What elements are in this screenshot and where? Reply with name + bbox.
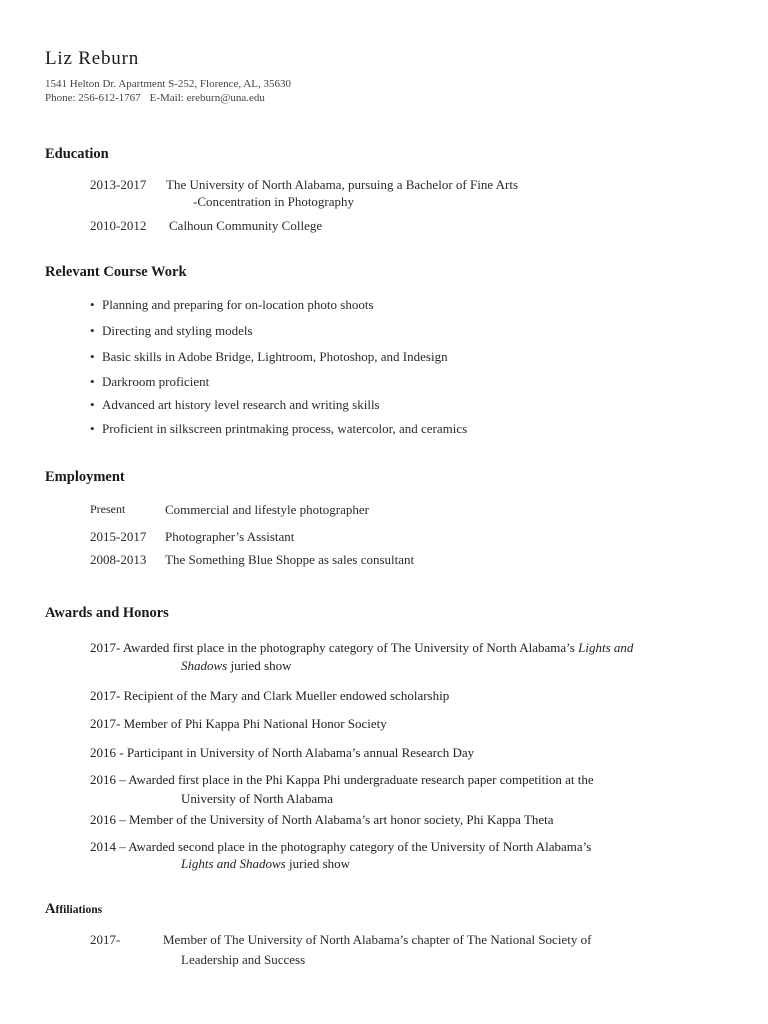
- award-item-continued: University of North Alabama: [181, 791, 333, 806]
- contact-address: 1541 Helton Dr. Apartment S-252, Florence, AL, 35630: [45, 78, 291, 90]
- affiliations-heading: Affiliations: [45, 901, 103, 917]
- award-item: 2014 – Awarded second place in the photography category of the University of North Alabama’s: [90, 839, 592, 854]
- award-item-continued: Lights and Shadows juried show: [181, 856, 351, 871]
- employment-years: Present: [90, 502, 126, 516]
- resume-page: Liz Reburn 1541 Helton Dr. Apartment S-252, Florence, AL, 35630 Phone: 256-612-1767 E-Mail: ereburn@una.edu Education 2013-2017 The University of North Alabama, pursuing a Bachelor of Fine Arts -Concentration in Photography 2010-2012 Calhoun Community College Relevant Course Work • Planning and preparing for on-location photo shoots • Directing and styling models • Basic skills in Adobe Bridge, Lightroom, Photoshop, and Indesign • Darkroom proficient • Advanced art history level research and writing skills • Proficient in silkscreen printmaking process, watercolor, and ceramics Employment Present Commercial and lifestyle photographer 2015-2017 Photographer’s Assistant 2008-2013 The Something Blue Shoppe as sales consultant Awards and Honors 2017- Awarded first place in the photography category of The University of North Alabama’s Lights and Shadows juried show 2017- Recipient of the Mary and Clark Mueller endowed scholarship 2017- Member of Phi Kappa Phi National Honor Society 2016 - Participant in University of North Alabama’s annual Research Day 2016 – Awarded first place in the Phi Kappa Phi undergraduate research paper competition at the University of North Alabama 2016 – Member of the University of North Alabama’s art honor society, Phi Kappa Theta 2014 – Awarded second place in the photography category of the University of North Alabama’s Lights and Shadows juried show Affiliations 2017- Member of The University of North Alabama’s chapter of The National Society of Leadership and Success: [45, 48, 634, 967]
- education-text: Calhoun Community College: [169, 218, 323, 233]
- award-item-continued: Shadows juried show: [181, 658, 292, 673]
- contact-line: [45, 92, 265, 104]
- bullet-mark: •: [90, 323, 95, 338]
- education-years: 2010-2012: [90, 218, 147, 233]
- award-item: 2017- Member of Phi Kappa Phi National Honor Society: [90, 716, 387, 731]
- awards-heading: Awards and Honors: [45, 605, 169, 621]
- bullet-mark: •: [90, 349, 95, 364]
- employment-years: 2015-2017: [90, 529, 147, 544]
- coursework-heading: Relevant Course Work: [45, 264, 187, 280]
- award-item: 2017- Recipient of the Mary and Clark Mueller endowed scholarship: [90, 688, 450, 703]
- employment-years: 2008-2013: [90, 552, 147, 567]
- education-text: The University of North Alabama, pursuing a Bachelor of Fine Arts: [166, 177, 519, 192]
- education-heading: Education: [45, 146, 109, 162]
- bullet-mark: •: [90, 397, 95, 412]
- contact-phone: Phone: 256-612-1767: [45, 92, 141, 104]
- award-item: 2016 – Awarded first place in the Phi Kappa Phi undergraduate research paper competition at the: [90, 772, 594, 787]
- bullet-mark: •: [90, 297, 95, 312]
- employment-text: Photographer’s Assistant: [165, 529, 295, 544]
- contact-email: E-Mail: ereburn@una.edu: [149, 92, 265, 104]
- bullet-mark: •: [90, 374, 95, 389]
- award-item: 2017- Awarded first place in the photography category of The University of North Alabama’s Lights and: [90, 640, 634, 655]
- affiliation-text: Member of The University of North Alabama’s chapter of The National Society of: [163, 932, 592, 947]
- employment-text: Commercial and lifestyle photographer: [165, 502, 369, 517]
- award-item: 2016 - Participant in University of North Alabama’s annual Research Day: [90, 745, 475, 760]
- affiliation-years: 2017-: [90, 932, 121, 947]
- employment-heading: Employment: [45, 469, 125, 485]
- education-years: 2013-2017: [90, 177, 147, 192]
- bullet-mark: •: [90, 421, 95, 436]
- resume-name: Liz Reburn: [45, 48, 140, 69]
- employment-text: The Something Blue Shoppe as sales consultant: [165, 552, 415, 567]
- award-item: 2016 – Member of the University of North Alabama’s art honor society, Phi Kappa Theta: [90, 812, 554, 827]
